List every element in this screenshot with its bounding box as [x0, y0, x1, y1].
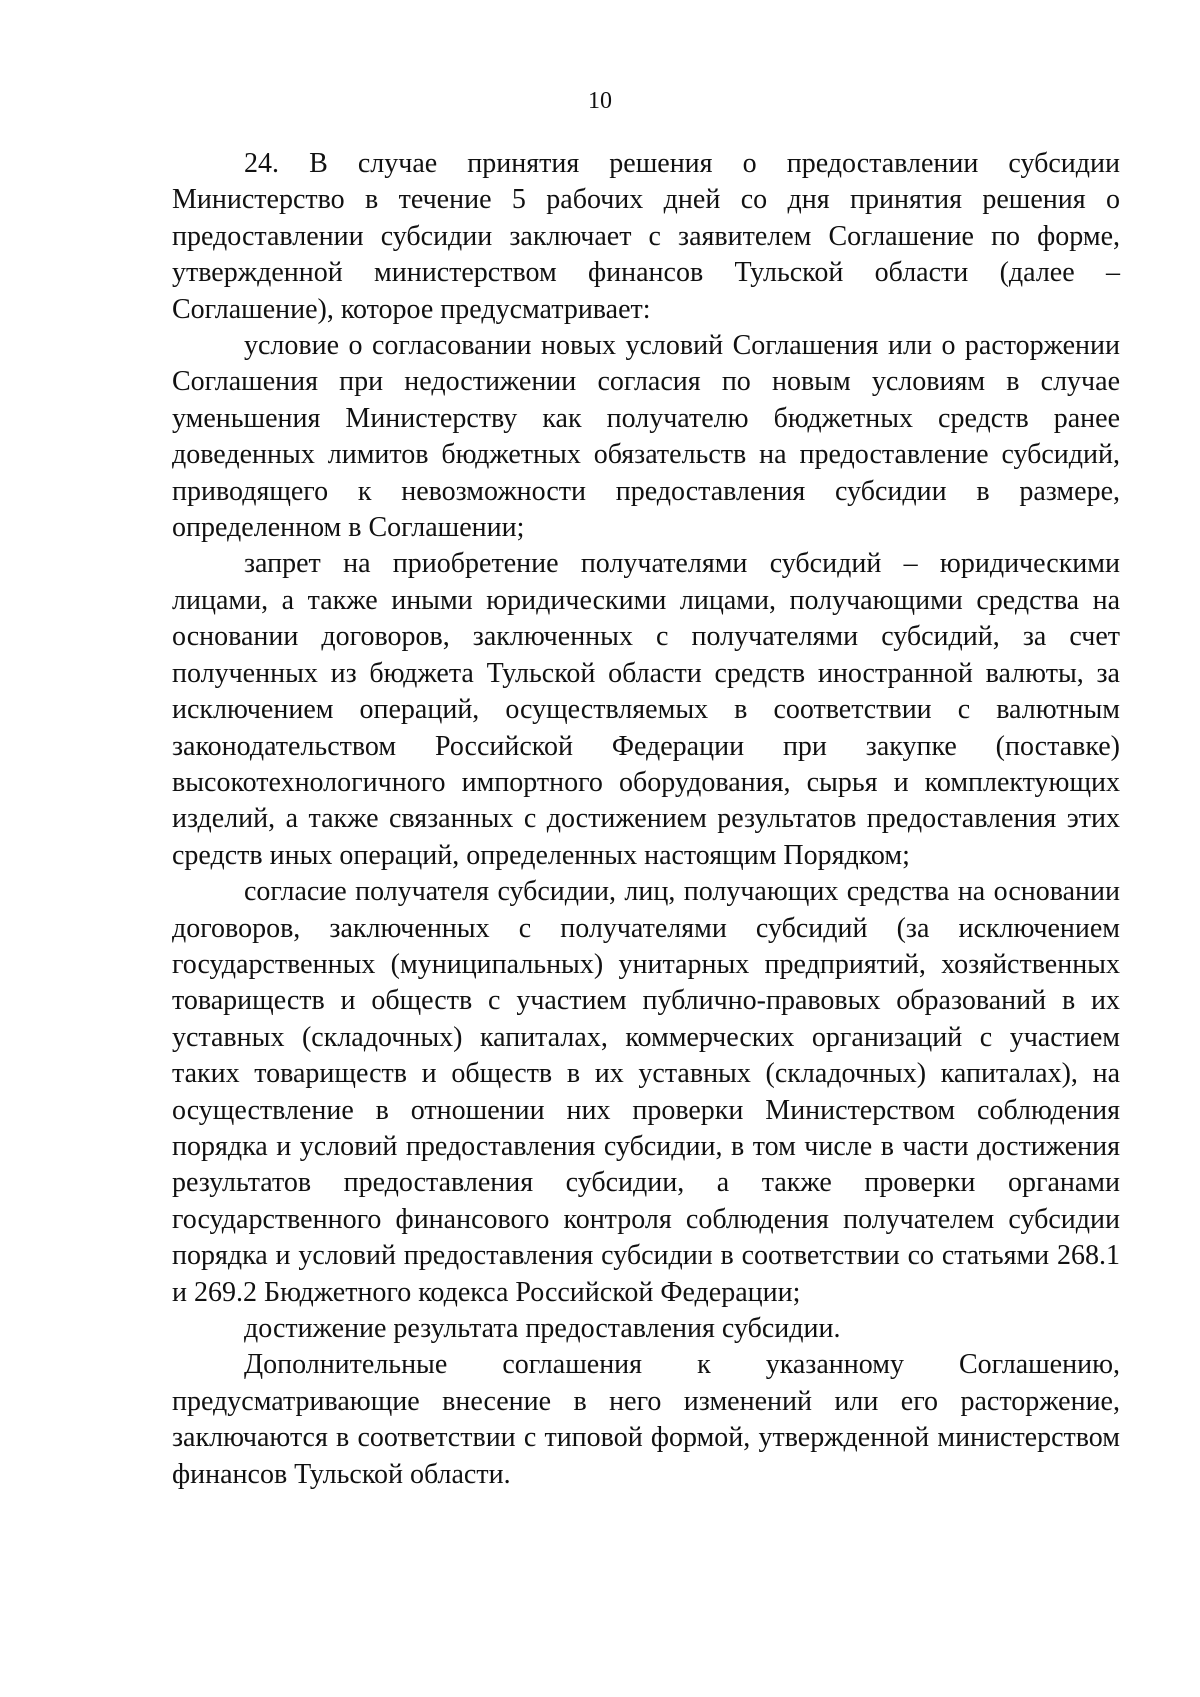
document-body	[172, 146, 1120, 1493]
paragraph-agreement-terms-condition: условие о согласовании новых условий Соглашения или о расторжении Соглашения при недостижении согласия по новым условиям в случае уменьшения Министерству как получателю бюджетных средств ранее доведенных лимитов бюджетных обязательств на предоставление субсидий, приводящего к невозможности предоставления субсидии в размере, определенном в Соглашении;	[172, 330, 1120, 544]
paragraph-inspection-consent: согласие получателя субсидии, лиц, получающих средства на основании договоров, заключенных с получателями субсидий (за исключением государственных (муниципальных) унитарных предприятий, хозяйственных товариществ и обществ с участием публично-правовых образований в их уставных (складочных) капиталах, коммерческих организаций с участием таких товариществ и обществ в их уставных (складочных) капиталах), на осуществление в отношении них проверки Министерством соблюдения порядка и условий предоставления субсидии, в том числе в части достижения результатов предоставления субсидии, а также проверки органами государственного финансового контроля соблюдения получателем субсидии порядка и условий предоставления субсидии в соответствии со статьями 268.1 и 269.2 Бюджетного кодекса Российской Федерации;	[172, 876, 1120, 1308]
paragraph-result-achievement: достижение результата предоставления субсидии.	[244, 1313, 841, 1344]
paragraph-item-24: 24. В случае принятия решения о предоставлении субсидии Министерство в течение 5 рабочих дней со дня принятия решения о предоставлении субсидии заключает с заявителем Соглашение по форме, утвержденной министерством финансов Тульской области (далее – Соглашение), которое предусматривает:	[172, 148, 1120, 325]
page-number: 10	[588, 88, 612, 114]
paragraph-additional-agreements: Дополнительные соглашения к указанному Соглашению, предусматривающие внесение в него изменений или его расторжение, заключаются в соответствии с типовой формой, утвержденной министерством финансов Тульской области.	[172, 1349, 1120, 1490]
paragraph-foreign-currency-ban: запрет на приобретение получателями субсидий – юридическими лицами, а также иными юридическими лицами, получающими средства на основании договоров, заключенных с получателями субсидий, за счет полученных из бюджета Тульской области средств иностранной валюты, за исключением операций, осуществляемых в соответствии с валютным законодательством Российской Федерации при закупке (поставке) высокотехнологичного импортного оборудования, сырья и комплектующих изделий, а также связанных с достижением результатов предоставления этих средств иных операций, определенных настоящим Порядком;	[172, 548, 1120, 871]
